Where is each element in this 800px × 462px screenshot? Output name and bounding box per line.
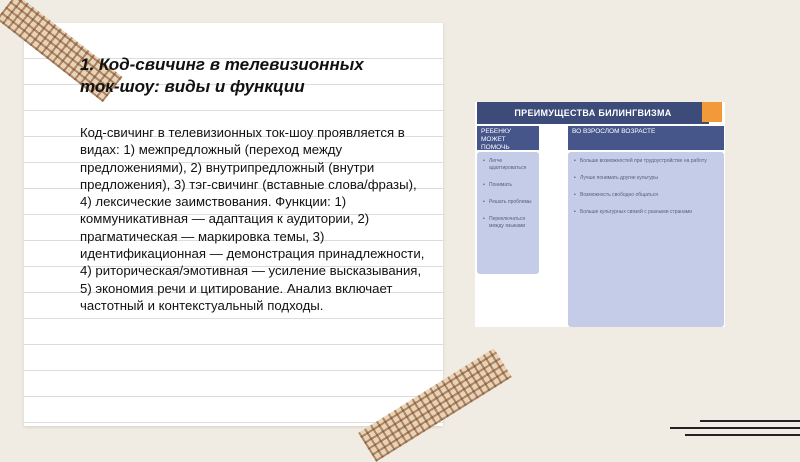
list-item: • Больше возможностей при трудоустройстве на работу	[574, 158, 718, 165]
infographic-left-column	[477, 152, 539, 274]
slide-title: 1. Код-свичинг в телевизионных ток-шоу: виды и функции	[80, 55, 364, 96]
infographic-header: ПРЕИМУЩЕСТВА БИЛИНГВИЗМА	[477, 102, 709, 124]
list-item: • Легче адаптироваться	[483, 158, 533, 172]
list-item: • Больше культурных связей с разными странами	[574, 209, 718, 216]
infographic-right-column	[568, 152, 724, 327]
list-item: • Возможность свободно общаться	[574, 192, 718, 199]
bilingualism-infographic	[475, 102, 725, 327]
slide-body-text: Код-свичинг в телевизионных ток-шоу проявляется в видах: 1) межпредложный (переход между предложениями), 2) внутрипредложный (внутри предложения), 3) тэг-свичинг (вставные слова/фразы), 4) лексические заимствования. Функции: 1) коммуникативная — адаптация к аудитории, 2) прагматическая — маркировка темы, 3) идентификационная — демонстрация принадлежности, 4) риторическая/эмотивная — усиление высказывания, 5) экономия речи и цитирование. Анализ включает частотный и контекстуальный подходы.	[80, 125, 425, 313]
decorative-lines	[670, 420, 800, 444]
infographic-left-heading: РЕБЕНКУ МОЖЕТ ПОМОЧЬ	[477, 126, 539, 150]
list-item: • Решать проблемы	[483, 199, 533, 206]
list-item: • Переключаться между языками	[483, 216, 533, 230]
list-item: • Лучше понимать другие культуры	[574, 175, 718, 182]
infographic-badge-icon	[702, 102, 722, 122]
list-item: • Понимать	[483, 182, 533, 189]
infographic-right-heading: ВО ВЗРОСЛОМ ВОЗРАСТЕ	[568, 126, 724, 150]
